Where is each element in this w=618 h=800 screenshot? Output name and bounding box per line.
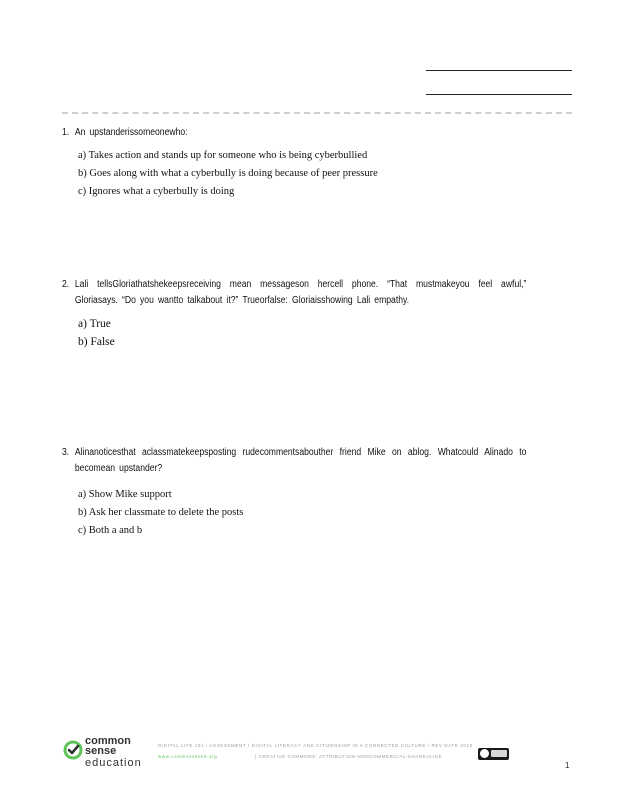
page-number: 1 (565, 761, 570, 770)
question-stem (62, 445, 526, 477)
common-sense-education-logo (63, 736, 143, 772)
question-number: 2. (62, 279, 70, 290)
logo-line-sense: sense (85, 745, 117, 757)
question-stem (62, 277, 526, 309)
logo-line-common: common (85, 735, 131, 747)
answer-option[interactable]: a) Show Mike support (78, 489, 172, 500)
question-number: 1. (62, 127, 70, 138)
question-text: An upstanderissomeonewho: (74, 127, 188, 138)
footer-license-text: | CREATIVE COMMONS: ATTRIBUTION-NONCOMMERCIAL-SHAREALIKE (255, 754, 443, 759)
question-1 (62, 125, 542, 201)
footer-meta-line-2 (158, 751, 528, 762)
answer-option[interactable]: b) Ask her classmate to delete the posts (78, 507, 244, 518)
dotted-divider (62, 112, 572, 114)
answer-option[interactable]: b) False (78, 336, 115, 348)
footer-url-link[interactable]: www.commonsense.org (158, 754, 218, 759)
date-line (426, 94, 572, 95)
answer-option[interactable]: c) Both a and b (78, 525, 143, 536)
answer-options (62, 315, 542, 351)
question-3 (62, 445, 542, 540)
answer-option[interactable]: a) Takes action and stands up for someone who is being cyberbullied (78, 150, 368, 161)
answer-option[interactable]: b) Goes along with what a cyberbully is doing because of peer pressure (78, 168, 378, 179)
question-2 (62, 277, 542, 351)
answer-options (62, 486, 542, 540)
answer-option[interactable]: a) True (78, 318, 111, 330)
footer-meta (158, 740, 528, 762)
checkmark-circle-icon (63, 740, 83, 760)
question-number: 3. (62, 447, 70, 458)
question-text: Lali tellsGloriathatshekeepsreceiving mean messageson hercell phone. “That mustmakeyou feel awful,” Gloriasays. “Do you wantto talkabout it?” Trueorfalse: Gloriaisshowing Lali empathy. (74, 279, 527, 306)
page-footer (0, 730, 618, 800)
logo-line-education: education (85, 757, 142, 769)
answer-option[interactable]: c) Ignores what a cyberbully is doing (78, 186, 235, 197)
logo-wordmark (85, 736, 142, 768)
footer-meta-line-1: DIGITAL LIFE 101 / ASSESSMENT / DIGITAL LITERACY AND CITIZENSHIP IN A CONNECTED CULTURE / REV DATE 2015 (158, 743, 473, 748)
cc-by-nc-sa-icon (478, 748, 509, 760)
name-line (426, 70, 572, 71)
question-text: Alinanoticesthat aclassmatekeepsposting rudecommentsabouther friend Mike on ablog. Whatcould Alinado to becomean upstander? (74, 447, 527, 474)
answer-options (62, 147, 542, 201)
question-stem (62, 125, 526, 141)
